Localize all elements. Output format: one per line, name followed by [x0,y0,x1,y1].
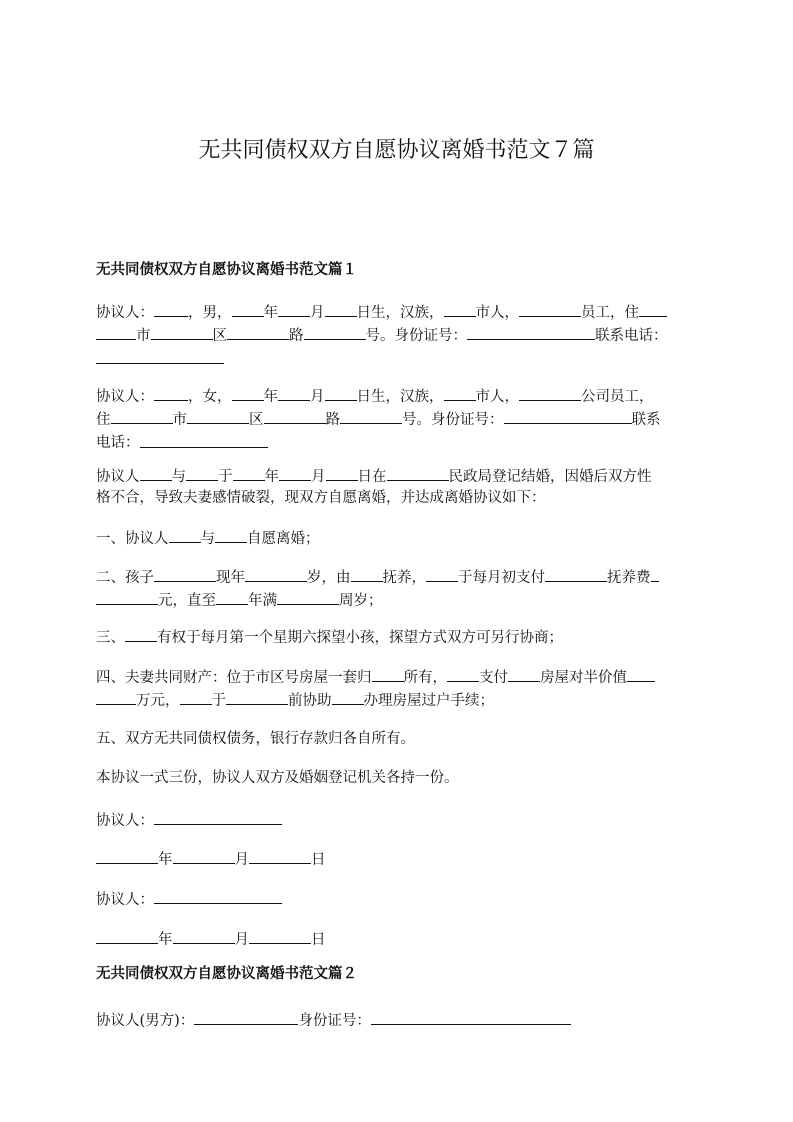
blank [545,566,607,582]
signature-line-1: 协议人： [96,809,700,832]
blank [226,689,288,705]
blank [96,848,158,864]
blank [96,928,158,944]
blank [111,408,173,424]
blank [278,385,310,401]
blank [651,566,659,582]
blank [444,385,476,401]
blank [279,465,311,481]
clause-1: 一、协议人 与 自愿离婚； [96,527,700,550]
blank [332,689,364,705]
date-line-1: 年 月 日 [96,848,700,871]
blank [154,566,216,582]
blank [444,301,476,317]
blank [519,385,581,401]
clause-5: 五、双方无共同债权债务，银行存款归各自所有。 [96,731,415,747]
blank [96,689,136,705]
blank [504,408,632,424]
signature-blank [154,809,282,825]
blank [304,324,366,340]
blank [278,301,310,317]
blank [387,465,449,481]
blank [154,301,188,317]
blank [639,301,667,317]
party2-paragraph: 协议人： ，女， 年 月 日生，汉族， 市人， 公司员工， 住 市 区 路 号。身份证号： 联系 电话： [96,385,700,455]
blank [371,1009,571,1025]
blank [187,408,249,424]
party1-paragraph: 协议人： ，男， 年 月 日生，汉族， 市人， 员工，住 市 区 路 号。身份证号： 联系电话： [96,301,700,371]
blank [216,589,248,605]
blank [96,589,158,605]
blank [508,666,540,682]
blank [277,589,339,605]
blank [245,566,307,582]
blank [467,324,595,340]
blank [249,848,311,864]
blank [125,626,157,642]
blank [186,465,218,481]
blank [233,465,265,481]
document-title: 无共同债权双方自愿协议离婚书范文７篇 [198,138,595,163]
signature-line-2: 协议人： [96,888,700,911]
marriage-paragraph: 协议人 与 于 年 月 日在 民政局登记结婚，因婚后双方性 格不合，导致夫妻感情破裂，现双方自愿离婚，并达成离婚协议如下： [96,465,700,509]
blank [173,928,235,944]
blank [96,324,136,340]
blank [215,527,247,543]
blank [194,1009,298,1025]
blank [340,408,402,424]
clause-3: 三、 有权于每月第一个星期六探望小孩，探望方式双方可另行协商； [96,626,700,649]
male-party-line: 协议人(男方)： 身份证号： [96,1009,700,1032]
blank [325,301,357,317]
blank [154,385,188,401]
blank [519,301,581,317]
blank [173,848,235,864]
blank [326,465,358,481]
blank [169,527,201,543]
blank [232,385,264,401]
blank [426,566,458,582]
copies-statement: 本协议一式三份，协议人双方及婚姻登记机关各持一份。 [96,770,459,786]
blank [151,324,213,340]
blank [351,566,383,582]
blank [180,689,212,705]
blank [249,928,311,944]
signature-blank [154,888,282,904]
blank [372,666,404,682]
blank [227,324,289,340]
blank [232,301,264,317]
blank [140,465,172,481]
blank [447,666,479,682]
blank [627,666,655,682]
blank [325,385,357,401]
clause-4: 四、夫妻共同财产：位于市区号房屋一套归 所有， 支付 房屋对半价值 万元， 于 前协助 办理房屋过户手续； [96,666,700,712]
blank [96,347,224,363]
blank [264,408,326,424]
section-heading-2: 无共同债权双方自愿协议离婚书范文篇２ [96,965,357,982]
section-heading-1: 无共同债权双方自愿协议离婚书范文篇１ [96,261,357,278]
blank [140,431,268,447]
clause-2: 二、孩子 现年 岁，由 抚养， 于每月初支付 抚养费 元，直至 年满 周岁； [96,566,700,612]
date-line-2: 年 月 日 [96,928,700,951]
